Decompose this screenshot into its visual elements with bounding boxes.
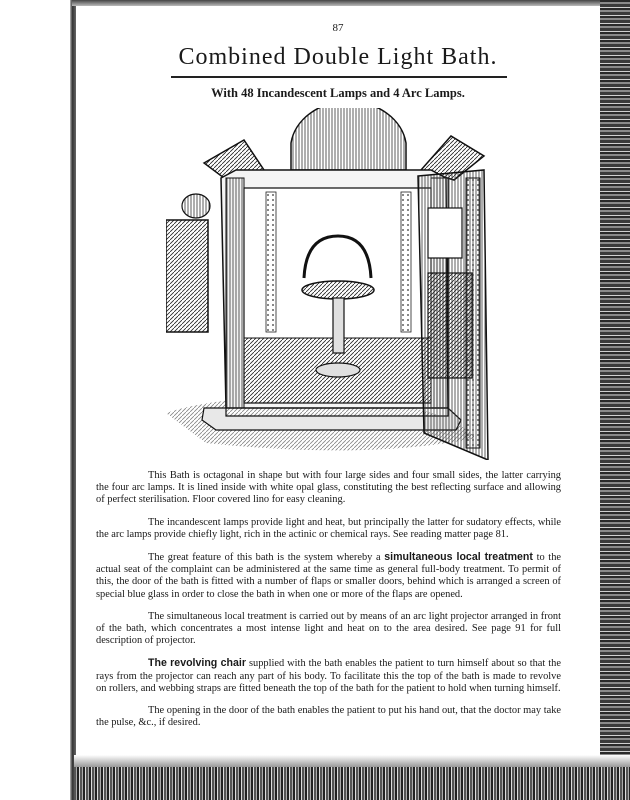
scan-edge-left bbox=[0, 0, 76, 800]
paragraph-lamps: The incandescent lamps provide light and heat, but principally the latter for sudatory effects, while the arc lamps provide chiefly light, rich in the actinic or chemical rays. See reading matter page 81. bbox=[96, 516, 561, 540]
open-door bbox=[418, 170, 488, 460]
body-text bbox=[96, 470, 561, 739]
paragraph-octagonal-shape: This Bath is octagonal in shape but with four large sides and four small sides, the latter carrying the four arc lamps. It is lined inside with white opal glass, constituting the best reflecting surface and allowing of perfect sterilisation. Floor covered lino for easy cleaning. bbox=[96, 470, 561, 506]
paragraph-local-treatment: The great feature of this bath is the system whereby a simultaneous local treatment to the actual seat of the complaint can be administered at the same time as general full-body treatment. To permit of this, the door of the bath is fitted with a number of flaps or smaller doors, behind which is arranged a screen of special blue glass in order to close the bath in when one or more of the flaps are opened. bbox=[96, 551, 561, 600]
scan-edge-top bbox=[72, 0, 630, 6]
light-bath-illustration bbox=[166, 108, 496, 460]
page-title: Combined Double Light Bath. bbox=[178, 44, 498, 70]
title-underline bbox=[171, 76, 507, 78]
side-lamp-housing bbox=[166, 194, 210, 332]
catalog-page bbox=[78, 8, 598, 753]
paragraph-door-opening: The opening in the door of the bath enables the patient to put his hand out, that the doctor may take the pulse, &c., if desired. bbox=[96, 705, 561, 729]
scan-edge-bottom bbox=[74, 755, 630, 800]
emphasis-revolving-chair: The revolving chair bbox=[148, 657, 246, 670]
emphasis-simultaneous-local-treatment: simultaneous local treatment bbox=[384, 551, 533, 564]
paragraph-revolving-chair: The revolving chair supplied with the bath enables the patient to turn himself about so that the rays from the projector can reach any part of his body. To facilitate this the top of the bath is made to revolve on rollers, and webbing straps are fitted beneath the top of the bath for the patient to hold when turning himself. bbox=[96, 657, 561, 694]
paragraph-projector: The simultaneous local treatment is carried out by means of an arc light projector arranged in front of the bath, which concentrates a most intense light and heat on to the area desired. See page 91 for full description of projector. bbox=[96, 610, 561, 647]
scan-edge-right bbox=[600, 0, 630, 800]
page-number: 87 bbox=[332, 22, 344, 34]
page-subtitle: With 48 Incandescent Lamps and 4 Arc Lamps. bbox=[211, 86, 465, 100]
